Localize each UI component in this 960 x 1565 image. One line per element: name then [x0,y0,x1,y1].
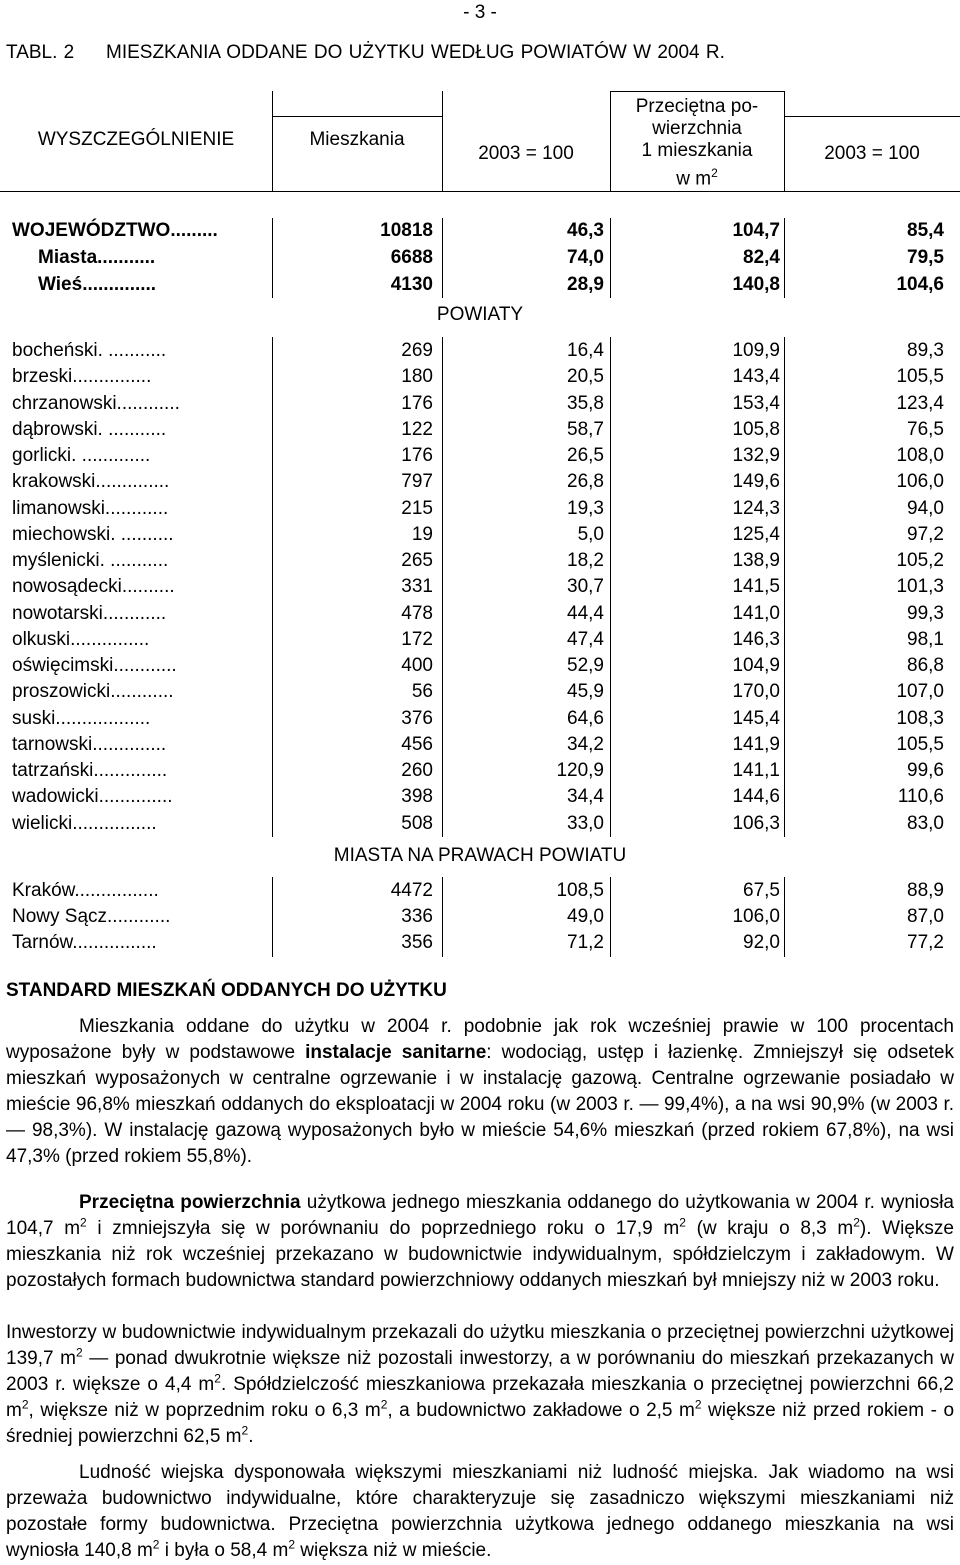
cell-index-2003-b: 86,8 [907,655,944,676]
table-row [0,522,960,548]
row-label: nowosądecki.......... [12,576,175,598]
row-label: nowotarski............ [12,602,167,624]
cell-index-2003-a: 64,6 [567,707,604,729]
table-row [0,627,960,653]
cell-mieszkania: 10818 [380,220,433,241]
cell-mieszkania: 478 [401,602,433,624]
cell-index-2003-a: 35,8 [567,392,604,414]
cell-przecietna-powierzchnia: 149,6 [732,471,780,493]
cell-mieszkania: 331 [401,576,433,598]
cell-przecietna-powierzchnia: 104,9 [732,655,780,676]
cell-index-2003-a: 26,5 [567,445,604,466]
table-row [0,496,960,522]
table-title-text: MIESZKANIA ODDANE DO UŻYTKU WEDŁUG POWIATÓW W 2004 R. [106,42,725,63]
cell-index-2003-a: 46,3 [567,220,604,241]
cell-przecietna-powierzchnia: 144,6 [732,786,780,808]
cell-index-2003-b: 105,5 [896,366,944,388]
cell-przecietna-powierzchnia: 143,4 [732,366,780,388]
cell-index-2003-a: 74,0 [567,247,604,268]
cell-index-2003-b: 107,0 [896,681,944,703]
cell-przecietna-powierzchnia: 146,3 [732,628,780,650]
row-label: olkuski............... [12,628,150,650]
cell-index-2003-a: 45,9 [567,681,604,703]
table-row [0,758,960,784]
section-heading-standard: STANDARD MIESZKAŃ ODDANYCH DO UŻYTKU [6,980,447,1001]
row-label: gorlicki. ............. [12,445,151,466]
table-row [0,653,960,679]
row-label: krakowski.............. [12,471,170,493]
row-label: miechowski. .......... [12,523,174,545]
cell-index-2003-a: 49,0 [567,906,604,927]
row-label: brzeski............... [12,366,152,388]
row-label: WOJEWÓDZTWO......... [12,220,218,241]
row-label: limanowski............ [12,497,169,519]
cell-index-2003-a: 20,5 [567,366,604,388]
cell-przecietna-powierzchnia: 105,8 [732,418,780,440]
row-label: wielicki................ [12,812,157,834]
row-label: wadowicki.............. [12,786,173,808]
cell-index-2003-b: 97,2 [907,523,944,545]
cell-index-2003-b: 94,0 [907,497,944,519]
header-index-2003-a: 2003 = 100 [478,143,574,164]
table-row [0,732,960,758]
table-row [0,469,960,495]
cell-index-2003-a: 71,2 [567,932,604,953]
row-label: Kraków................ [12,880,159,901]
page-number: - 3 - [463,2,497,23]
cell-index-2003-a: 28,9 [567,274,604,295]
cell-index-2003-a: 44,4 [567,602,604,624]
cell-przecietna-powierzchnia: 141,5 [732,576,780,598]
cell-mieszkania: 376 [401,707,433,729]
table-row [0,245,960,271]
cell-przecietna-powierzchnia: 67,5 [743,880,780,901]
table-title [6,42,725,64]
cell-index-2003-b: 99,3 [907,602,944,624]
cell-przecietna-powierzchnia: 132,9 [732,445,780,466]
cell-przecietna-powierzchnia: 124,3 [732,497,780,519]
row-label: myślenicki. ........... [12,550,169,571]
table-row [0,574,960,600]
cell-index-2003-b: 83,0 [907,812,944,834]
table-row [0,784,960,810]
cell-przecietna-powierzchnia: 109,9 [732,340,780,361]
cell-index-2003-b: 99,6 [907,760,944,781]
row-label: bocheński. ........... [12,340,167,361]
cell-index-2003-b: 105,5 [896,733,944,755]
paragraph-ludnosc-wiejska: Ludność wiejska dysponowała większymi mieszkaniami niż ludność miejska. Jak wiadomo na wsi przeważa budownictwo indywidualne, które charakteryzuje się zasadniczo większymi mieszkaniami niż pozostałe formy budownictwa. Przeciętna powierzchnia użytkowa jednego oddanego mieszkania na wsi wyniosła 140,8 $m^2$ i była o 58,4 $m^2$ większa niż w mieście. [6,1462,954,1561]
cell-przecietna-powierzchnia: 82,4 [743,247,780,268]
cell-mieszkania: 122 [401,418,433,440]
cell-mieszkania: 356 [401,932,433,953]
cell-index-2003-a: 16,4 [567,340,604,361]
cell-index-2003-a: 5,0 [577,523,604,545]
cell-mieszkania: 508 [401,812,433,834]
cell-mieszkania: 4472 [390,880,433,901]
cell-mieszkania: 215 [401,497,433,519]
cell-mieszkania: 4130 [390,274,433,295]
cell-mieszkania: 269 [401,340,433,361]
cell-index-2003-a: 26,8 [567,471,604,493]
cell-index-2003-b: 79,5 [907,247,944,268]
cell-index-2003-b: 77,2 [907,932,944,953]
table-row [0,391,960,417]
cell-index-2003-b: 110,6 [897,786,944,808]
cell-index-2003-b: 123,4 [896,392,944,414]
cell-mieszkania: 400 [401,655,433,676]
cell-mieszkania: 336 [401,906,433,927]
cell-index-2003-a: 47,4 [567,628,604,650]
section-miasta-na-prawach-powiatu: MIASTA NA PRAWACH POWIATU [333,845,627,866]
table-row [0,272,960,298]
cell-index-2003-b: 108,3 [896,707,944,729]
table-row [0,443,960,469]
table-row [0,601,960,627]
cell-mieszkania: 176 [401,445,433,466]
cell-mieszkania: 265 [401,550,433,571]
row-label: suski.................. [12,707,151,729]
cell-mieszkania: 398 [401,786,433,808]
row-label: Miasta........... [38,247,156,268]
cell-przecietna-powierzchnia: 106,3 [732,812,780,834]
cell-index-2003-a: 33,0 [567,812,604,834]
cell-index-2003-b: 98,1 [907,628,944,650]
cell-index-2003-b: 106,0 [896,471,944,493]
table-row [0,904,960,930]
cell-index-2003-a: 18,2 [567,550,604,571]
cell-przecietna-powierzchnia: 125,4 [732,523,780,545]
cell-przecietna-powierzchnia: 92,0 [743,932,780,953]
cell-mieszkania: 6688 [390,247,433,268]
cell-przecietna-powierzchnia: 140,8 [732,274,780,295]
cell-mieszkania: 456 [401,733,433,755]
cell-mieszkania: 260 [401,760,433,781]
row-label: Tarnów................ [12,932,157,953]
header-wyszczegolnienie: WYSZCZEGÓLNIENIE [37,129,235,150]
cell-index-2003-a: 30,7 [567,576,604,598]
cell-mieszkania: 19 [411,523,433,545]
cell-index-2003-b: 85,4 [907,220,944,241]
table-row [0,811,960,837]
cell-przecietna-powierzchnia: 106,0 [732,906,780,927]
cell-mieszkania: 56 [411,681,433,703]
cell-index-2003-a: 120,9 [556,760,604,781]
cell-index-2003-b: 87,0 [907,906,944,927]
row-label: oświęcimski............ [12,655,177,676]
cell-index-2003-b: 101,3 [896,576,944,598]
cell-przecietna-powierzchnia: 145,4 [732,707,780,729]
cell-przecietna-powierzchnia: 104,7 [732,220,780,241]
table-row [0,218,960,244]
table-row [0,878,960,904]
cell-index-2003-b: 88,9 [907,880,944,901]
cell-przecietna-powierzchnia: 141,9 [732,733,780,755]
table-row [0,930,960,956]
row-label: Nowy Sącz............ [12,906,171,927]
cell-index-2003-a: 34,2 [567,733,604,755]
cell-mieszkania: 797 [401,471,433,493]
table-number: TABL. 2 [6,42,75,63]
cell-przecietna-powierzchnia: 138,9 [732,550,780,571]
header-mieszkania: Mieszkania [309,129,405,150]
cell-index-2003-b: 105,2 [896,550,944,571]
cell-przecietna-powierzchnia: 170,0 [732,681,780,703]
paragraph-instalacje: Mieszkania oddane do użytku w 2004 r. podobnie jak rok wcześniej prawie w 100 procentach wyposażone były w podstawowe instalacje sanitarne: wodociąg, ustęp i łazienkę. Zmniejszył się odsetek mieszkań wyposażonych w centralne ogrzewanie i w instalację gazową. Centralne ogrzewanie posiadało w mieście 96,8% mieszkań oddanych do eksploatacji w 2004 roku (w 2003 r. — 99,4%), a na wsi 90,9% (w 2003 r. — 98,3%). W instalację gazową wyposażonych było w mieście 54,6% mieszkań (przed rokiem 67,8%), na wsi 47,3% (przed rokiem 55,8%). [6,1016,954,1167]
table-row [0,548,960,574]
row-label: Wieś.............. [38,274,157,295]
row-label: chrzanowski............ [12,392,180,414]
cell-przecietna-powierzchnia: 141,0 [732,602,780,624]
row-label: tatrzański.............. [12,760,168,781]
cell-index-2003-a: 52,9 [567,655,604,676]
row-label: tarnowski.............. [12,733,167,755]
cell-index-2003-b: 104,6 [896,274,944,295]
row-label: proszowicki............ [12,681,174,703]
cell-przecietna-powierzchnia: 153,4 [732,392,780,414]
cell-index-2003-b: 108,0 [896,445,944,466]
cell-index-2003-b: 76,5 [907,418,944,440]
table-row [0,706,960,732]
paragraph-przecietna-powierzchnia: Przeciętna powierzchnia użytkowa jednego mieszkania oddanego do użytkowania w 2004 r. wyniosła 104,7 $m^2$ i zmniejszyła się w porównaniu do poprzedniego roku o 17,9 $m^2$ (w kraju o 8,3 $m^2$). Większe mieszkania niż rok wcześniej przekazano w budownictwie indywidualnym, spółdzielczym i zakładowym. W pozostałych formach budownictwa standard powierzchniowy oddanych mieszkań był mniejszy niż w 2003 roku. [6,1192,954,1291]
cell-index-2003-a: 34,4 [567,786,604,808]
cell-mieszkania: 172 [401,628,433,650]
cell-index-2003-a: 108,5 [556,880,604,901]
table-row [0,338,960,364]
header-przecietna-powierzchnia: Przeciętna po- wierzchnia 1 mieszkania w $m^2$ [635,96,759,190]
cell-przecietna-powierzchnia: 141,1 [732,760,780,781]
cell-index-2003-a: 58,7 [567,418,604,440]
cell-index-2003-a: 19,3 [567,497,604,519]
paragraph-inwestorzy: Inwestorzy w budownictwie indywidualnym przekazali do użytku mieszkania o przeciętnej powierzchni użytkowej 139,7 $m^2$ — ponad dwukrotnie większe niż pozostali inwestorzy, a w porównaniu do mieszkań przekazanych w 2003 r. większe o 4,4 $m^2$. Spółdzielczość mieszkaniowa przekazała mieszkania o przeciętnej powierzchni 66,2 $m^2$, większe niż w poprzednim roku o 6,3 $m^2$, a budownictwo zakładowe o 2,5 $m^2$ większe niż przed rokiem - o średniej powierzchni 62,5 $m^2$. [6,1322,955,1447]
cell-index-2003-b: 89,3 [907,340,944,361]
table-row [0,417,960,443]
table-row [0,364,960,390]
cell-mieszkania: 176 [401,392,433,414]
section-powiaty: POWIATY [436,304,524,325]
header-index-2003-b: 2003 = 100 [824,143,920,164]
row-label: dąbrowski. ........... [12,418,167,440]
table-row [0,679,960,705]
cell-mieszkania: 180 [401,366,433,388]
